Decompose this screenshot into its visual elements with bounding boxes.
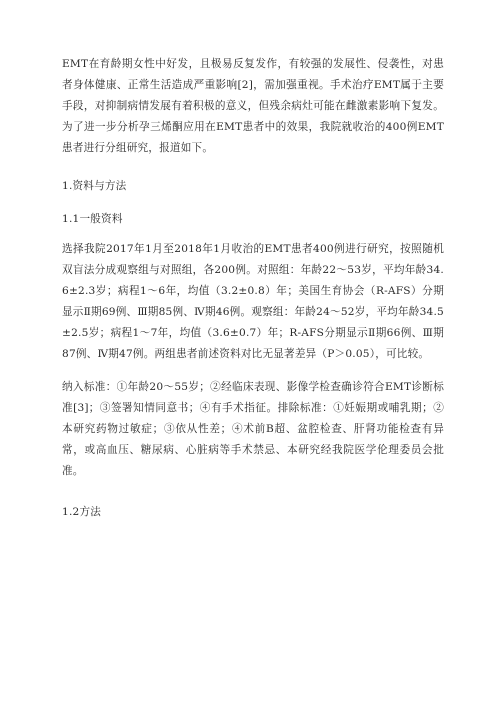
general-data-paragraph: 选择我院2017年1月至2018年1月收治的EMT患者400例进行研究，按照随机双盲法分成观察组与对照组，各200例。对照组：年龄22～53岁，平均年龄34.6±2.3岁；病程1～6年，均值（3.2±0.8）年；美国生育协会（R-AFS）分期显示Ⅱ期69例、Ⅲ期85例、Ⅳ期46例。观察组：年龄24～52岁，平均年龄34.5±2.5岁；病程1～7年，均值（3.6±0.7）年；R-AFS分期显示Ⅱ期66例、Ⅲ期87例、Ⅳ期47例。两组患者前述资料对比无显著差异（P＞0.05），可比较。 [62, 243, 444, 360]
criteria-paragraph: 纳入标准：①年龄20～55岁；②经临床表现、影像学检查确诊符合EMT诊断标准[3]；③签署知情同意书；④有手术指征。排除标准：①妊娠期或哺乳期；②本研究药物过敏症；③依从性差；④术前B超、盆腔检查、肝肾功能检查有异常，或高血压、糖尿病、心脏病等手术禁忌、本研究经我院医学伦理委员会批准。 [62, 381, 444, 477]
subsection-heading-methods: 1.2方法 [62, 506, 102, 518]
section-heading-materials-methods: 1.资料与方法 [62, 180, 127, 192]
intro-paragraph: EMT在育龄期女性中好发，且极易反复发作，有较强的发展性、侵袭性，对患者身体健康、正常生活造成严重影响[2]，需加强重视。手术治疗EMT属于主要手段，对抑制病情发展有着积极的意义，但残余病灶可能在雌激素影响下复发。为了进一步分析孕三烯酮应用在EMT患者中的效果，我院就收治的400例EMT患者进行分组研究，报道如下。 [62, 58, 444, 154]
subsection-heading-general-data: 1.1一般资料 [62, 213, 123, 225]
